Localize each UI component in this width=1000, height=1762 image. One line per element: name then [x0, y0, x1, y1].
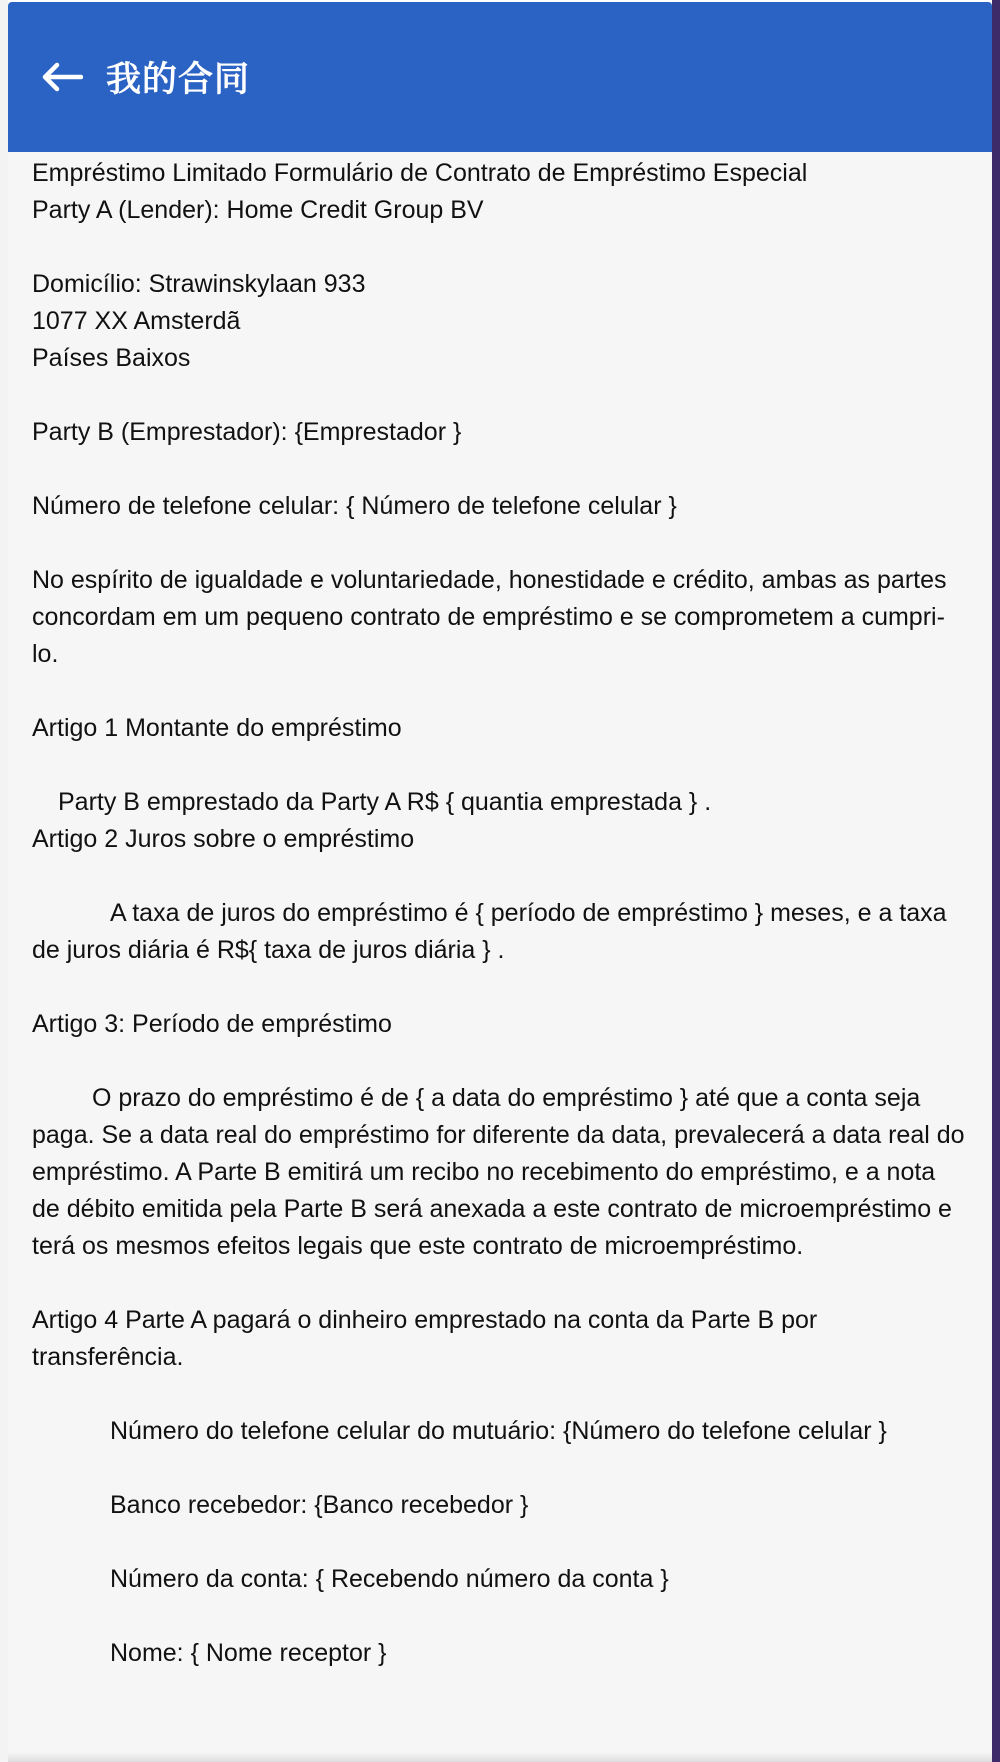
spacer: [32, 1265, 968, 1302]
spacer: [32, 747, 968, 784]
spacer: [32, 377, 968, 414]
article-3-title: Artigo 3: Período de empréstimo: [32, 1010, 392, 1038]
spacer: [32, 673, 968, 710]
article-1-title: Artigo 1 Montante do empréstimo: [32, 714, 402, 742]
article-1-body: Party B emprestado da Party A R$ { quantia emprestada } .: [58, 788, 712, 816]
article-2-body: A taxa de juros do empréstimo é { período de empréstimo } meses, e a taxa de juros diária é R${ taxa de juros diária } .: [32, 899, 947, 964]
preamble-text: No espírito de igualdade e voluntariedade, honestidade e crédito, ambas as partes concordam em um pequeno contrato de empréstimo e se comprometem a cumpri-lo.: [32, 566, 947, 668]
party-a-text: Party A (Lender): Home Credit Group BV: [32, 196, 484, 224]
spacer: [32, 1376, 968, 1413]
domicile-line-2: 1077 XX Amsterdã: [32, 307, 241, 335]
arrow-left-icon[interactable]: [32, 47, 92, 107]
spacer: [32, 451, 968, 488]
article-2-title: Artigo 2 Juros sobre o empréstimo: [32, 825, 415, 853]
spacer: [32, 858, 968, 895]
spacer: [32, 1598, 968, 1635]
spacer: [32, 1524, 968, 1561]
article-4-title: Artigo 4 Parte A pagará o dinheiro emprestado na conta da Parte B por transferência.: [32, 1306, 818, 1371]
receiving-bank-text: Banco recebedor: {Banco recebedor }: [110, 1491, 529, 1519]
spacer: [32, 1043, 968, 1080]
spacer: [32, 229, 968, 266]
account-number-text: Número da conta: { Recebendo número da conta }: [110, 1565, 669, 1593]
receiver-name-text: Nome: { Nome receptor }: [110, 1639, 387, 1667]
spacer: [32, 525, 968, 562]
domicile-line-3: Países Baixos: [32, 344, 191, 372]
phone-text: Número de telefone celular: { Número de telefone celular }: [32, 492, 677, 520]
contract-title: Empréstimo Limitado Formulário de Contrato de Empréstimo Especial: [32, 159, 808, 187]
scroll-shadow: [8, 1752, 992, 1762]
borrower-phone-text: Número do telefone celular do mutuário: {Número do telefone celular }: [110, 1417, 887, 1445]
spacer: [32, 969, 968, 1006]
app-header: [8, 2, 992, 152]
domicile-line-1: Domicílio: Strawinskylaan 933: [32, 270, 366, 298]
article-3-body: O prazo do empréstimo é de { a data do empréstimo } até que a conta seja paga. Se a data real do empréstimo for diferente da data, prevalecerá a data real do empréstimo. A Parte B emitirá um recibo no recebimento do empréstimo, e a nota de débito emitida pela Parte B será anexada a este contrato de microempréstimo e terá os mesmos efeitos legais que este contrato de microempréstimo.: [32, 1084, 965, 1260]
contract-content: [8, 152, 992, 1762]
page-title: 我的合同: [106, 60, 251, 100]
spacer: [32, 1450, 968, 1487]
party-b-text: Party B (Emprestador): {Emprestador }: [32, 418, 462, 446]
